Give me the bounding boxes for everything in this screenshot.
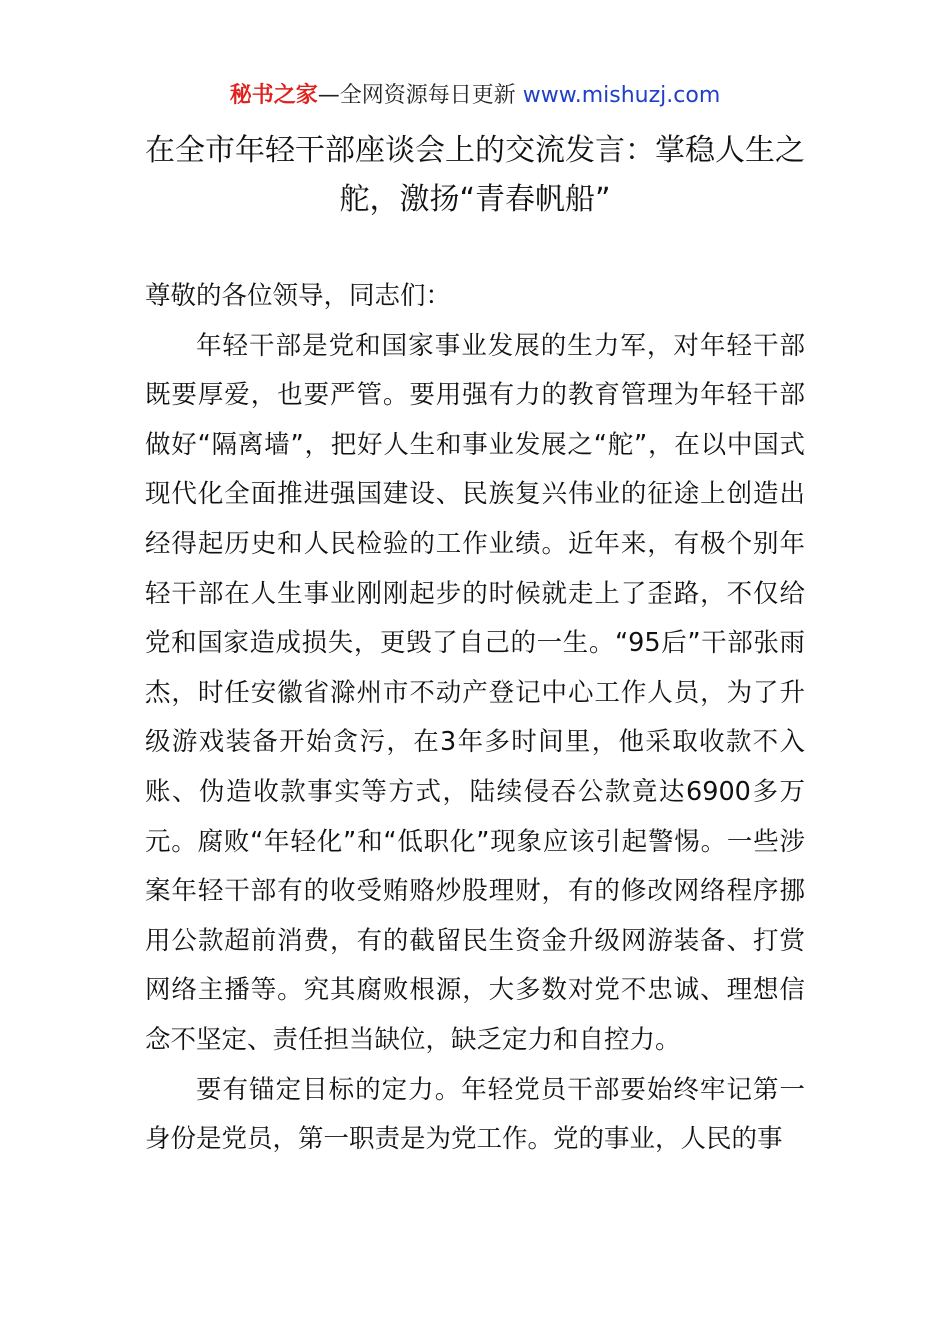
site-url-link[interactable]: www.mishuzj.com (522, 83, 721, 108)
paragraph-1: 年轻干部是党和国家事业发展的生力军，对年轻干部既要厚爱，也要严管。要用强有力的教育管理为年轻干部做好“隔离墙”，把好人生和事业发展之“舵”，在以中国式现代化全面推进强国建设、民族复兴伟业的征途上创造出经得起历史和人民检验的工作业绩。近年来，有极个别年轻干部在人生事业刚刚起步的时候就走上了歪路，不仅给党和国家造成损失，更毁了自己的一生。“95后”干部张雨杰，时任安徽省滁州市不动产登记中心工作人员，为了升级游戏装备开始贪污，在3年多时间里，他采取收款不入账、伪造收款事实等方式，陆续侵吞公款竟达6900多万元。腐败“年轻化”和“低职化”现象应该引起警惕。一些涉案年轻干部有的收受贿赂炒股理财，有的修改网络程序挪用公款超前消费，有的截留民生资金升级网游装备、打赏网络主播等。究其腐败根源，大多数对党不忠诚、理想信念不坚定、责任担当缺位，缺乏定力和自控力。 (145, 330, 805, 1055)
site-brand: 秘书之家 (229, 83, 318, 108)
salutation: 尊敬的各位领导，同志们： (145, 281, 452, 311)
site-tagline: —全网资源每日更新 (317, 83, 516, 108)
paragraph-2: 要有锚定目标的定力。年轻党员干部要始终牢记第一身份是党员，第一职责是为党工作。党的事业，人民的事 (145, 1074, 805, 1155)
document-title: 在全市年轻干部座谈会上的交流发言：掌稳人生之舵，激扬“青春帆船” (145, 133, 805, 217)
document-body (145, 272, 805, 1165)
site-banner (0, 80, 950, 112)
